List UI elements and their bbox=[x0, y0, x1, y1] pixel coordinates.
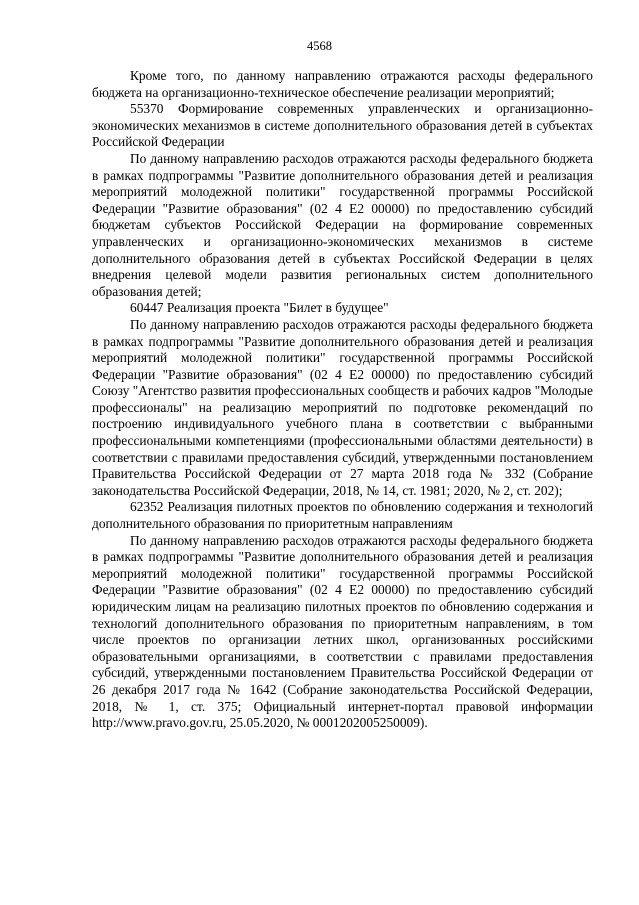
document-body bbox=[92, 68, 593, 732]
paragraph-55370-heading: 55370 Формирование современных управленческих и организационно-экономических механизмов в системе дополнительного образования детей в субъектах Российской Федерации bbox=[92, 101, 593, 150]
paragraph-expenses-intro: Кроме того, по данному направлению отражаются расходы федерального бюджета на организационно-техническое обеспечение реализации мероприятий; bbox=[92, 68, 593, 100]
paragraph-60447-heading: 60447 Реализация проекта "Билет в будущее" bbox=[130, 300, 389, 316]
paragraph-55370-description: По данному направлению расходов отражаются расходы федерального бюджета в рамках подпрограммы "Развитие дополнительного образования детей и реализация мероприятий молодежной политики" государственной программы Российской Федерации "Развитие образования" (02 4 Е2 00000) по предоставлению субсидий бюджетам субъектов Российской Федерации на формирование современных управленческих и организационно-экономических механизмов в системе дополнительного образования детей в субъектах Российской Федерации в целях внедрения целевой модели развития региональных систем дополнительного образования детей; bbox=[92, 150, 593, 299]
paragraph-62352-heading: 62352 Реализация пилотных проектов по обновлению содержания и технологий дополнительного образования по приоритетным направлениям bbox=[92, 499, 593, 532]
paragraph-62352-description: По данному направлению расходов отражаются расходы федерального бюджета в рамках подпрограммы "Развитие дополнительного образования детей и реализация мероприятий молодежной политики" государственной программы Российской Федерации "Развитие образования" (02 4 Е2 00000) по предоставлению субсидий юридическим лицам на реализацию пилотных проектов по обновлению содержания и технологий дополнительного образования по приоритетным направлениям, в том числе проектов по организации летних школ, организованных российскими образовательными организациями, в соответствии с правилами предоставления субсидий, утвержденными постановлением Правительства Российской Федерации от 26 декабря 2017 года № 1642 (Собрание законодательства Российской Федерации, 2018, № 1, ст. 375; Официальный интернет-портал правовой информации http://www.pravo.gov.ru, 25.05.2020, № 0001202005250009). bbox=[92, 532, 593, 731]
page-number: 4568 bbox=[307, 39, 332, 53]
paragraph-60447-description: По данному направлению расходов отражаются расходы федерального бюджета в рамках подпрограммы "Развитие дополнительного образования детей и реализация мероприятий молодежной политики" государственной программы Российской Федерации "Развитие образования" (02 4 Е2 00000) по предоставлению субсидий Союзу "Агентство развития профессиональных сообществ и рабочих кадров "Молодые профессионалы" на реализацию мероприятий по подготовке рекомендаций по построению индивидуального учебного плана в соответствии с выбранными профессиональными компетенциями (профессиональными областями деятельности) в соответствии с правилами предоставления субсидий, утвержденными постановлением Правительства Российской Федерации от 27 марта 2018 года № 332 (Собрание законодательства Российской Федерации, 2018, № 14, ст. 1981; 2020, № 2, ст. 202); bbox=[92, 316, 593, 498]
